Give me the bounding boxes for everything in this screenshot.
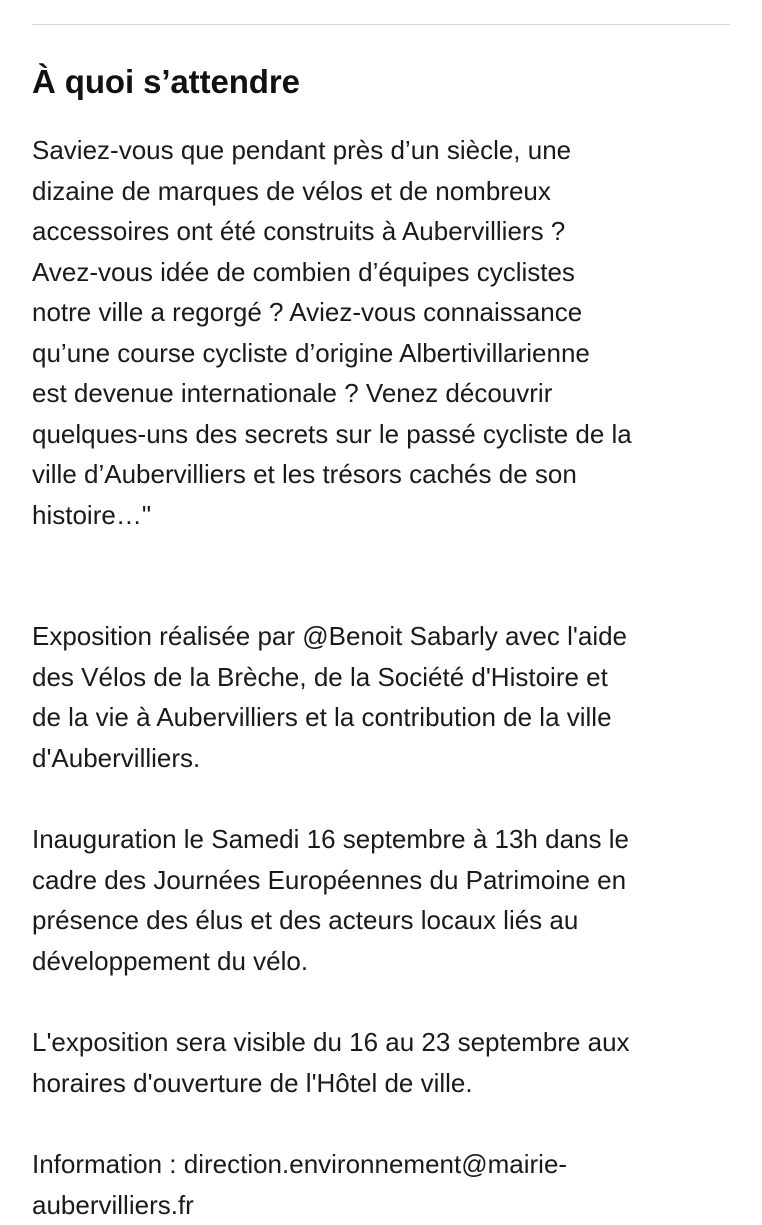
intro-paragraph — [32, 130, 738, 535]
top-divider — [32, 24, 730, 25]
visibility-line: L'exposition sera visible du 16 au 23 septembre aux — [32, 1022, 738, 1063]
exposition-line: des Vélos de la Brèche, de la Société d'Histoire et — [32, 657, 738, 698]
intro-line: notre ville a regorgé ? Aviez-vous connaissance — [32, 292, 738, 333]
exposition-paragraph — [32, 616, 738, 778]
section-title: À quoi s’attendre — [32, 56, 738, 108]
visibility-line: horaires d'ouverture de l'Hôtel de ville. — [32, 1063, 738, 1104]
information-line: Information : direction.environnement@mairie- — [32, 1144, 738, 1185]
exposition-line: Exposition réalisée par @Benoit Sabarly avec l'aide — [32, 616, 738, 657]
exposition-line: de la vie à Aubervilliers et la contribution de la ville — [32, 697, 738, 738]
intro-line: Avez-vous idée de combien d’équipes cyclistes — [32, 252, 738, 293]
information-paragraph — [32, 1144, 738, 1225]
intro-line: dizaine de marques de vélos et de nombreux — [32, 171, 738, 212]
email-link-end[interactable]: aubervilliers.fr — [32, 1185, 738, 1225]
intro-line: qu’une course cycliste d’origine Albertivillarienne — [32, 333, 738, 374]
inauguration-line: Inauguration le Samedi 16 septembre à 13h dans le — [32, 819, 738, 860]
visibility-paragraph — [32, 1022, 738, 1103]
intro-line: ville d’Aubervilliers et les trésors cachés de son — [32, 454, 738, 495]
inauguration-line: cadre des Journées Européennes du Patrimoine en — [32, 860, 738, 901]
intro-line: est devenue internationale ? Venez découvrir — [32, 373, 738, 414]
exposition-line: d'Aubervilliers. — [32, 738, 738, 779]
intro-line: histoire…" — [32, 495, 738, 536]
inauguration-line: présence des élus et des acteurs locaux liés au — [32, 900, 738, 941]
intro-line: accessoires ont été construits à Aubervilliers ? — [32, 211, 738, 252]
inauguration-line: développement du vélo. — [32, 941, 738, 982]
inauguration-paragraph — [32, 819, 738, 981]
intro-line: Saviez-vous que pendant près d’un siècle, une — [32, 130, 738, 171]
event-description — [32, 56, 738, 1225]
intro-line: quelques-uns des secrets sur le passé cycliste de la — [32, 414, 738, 455]
